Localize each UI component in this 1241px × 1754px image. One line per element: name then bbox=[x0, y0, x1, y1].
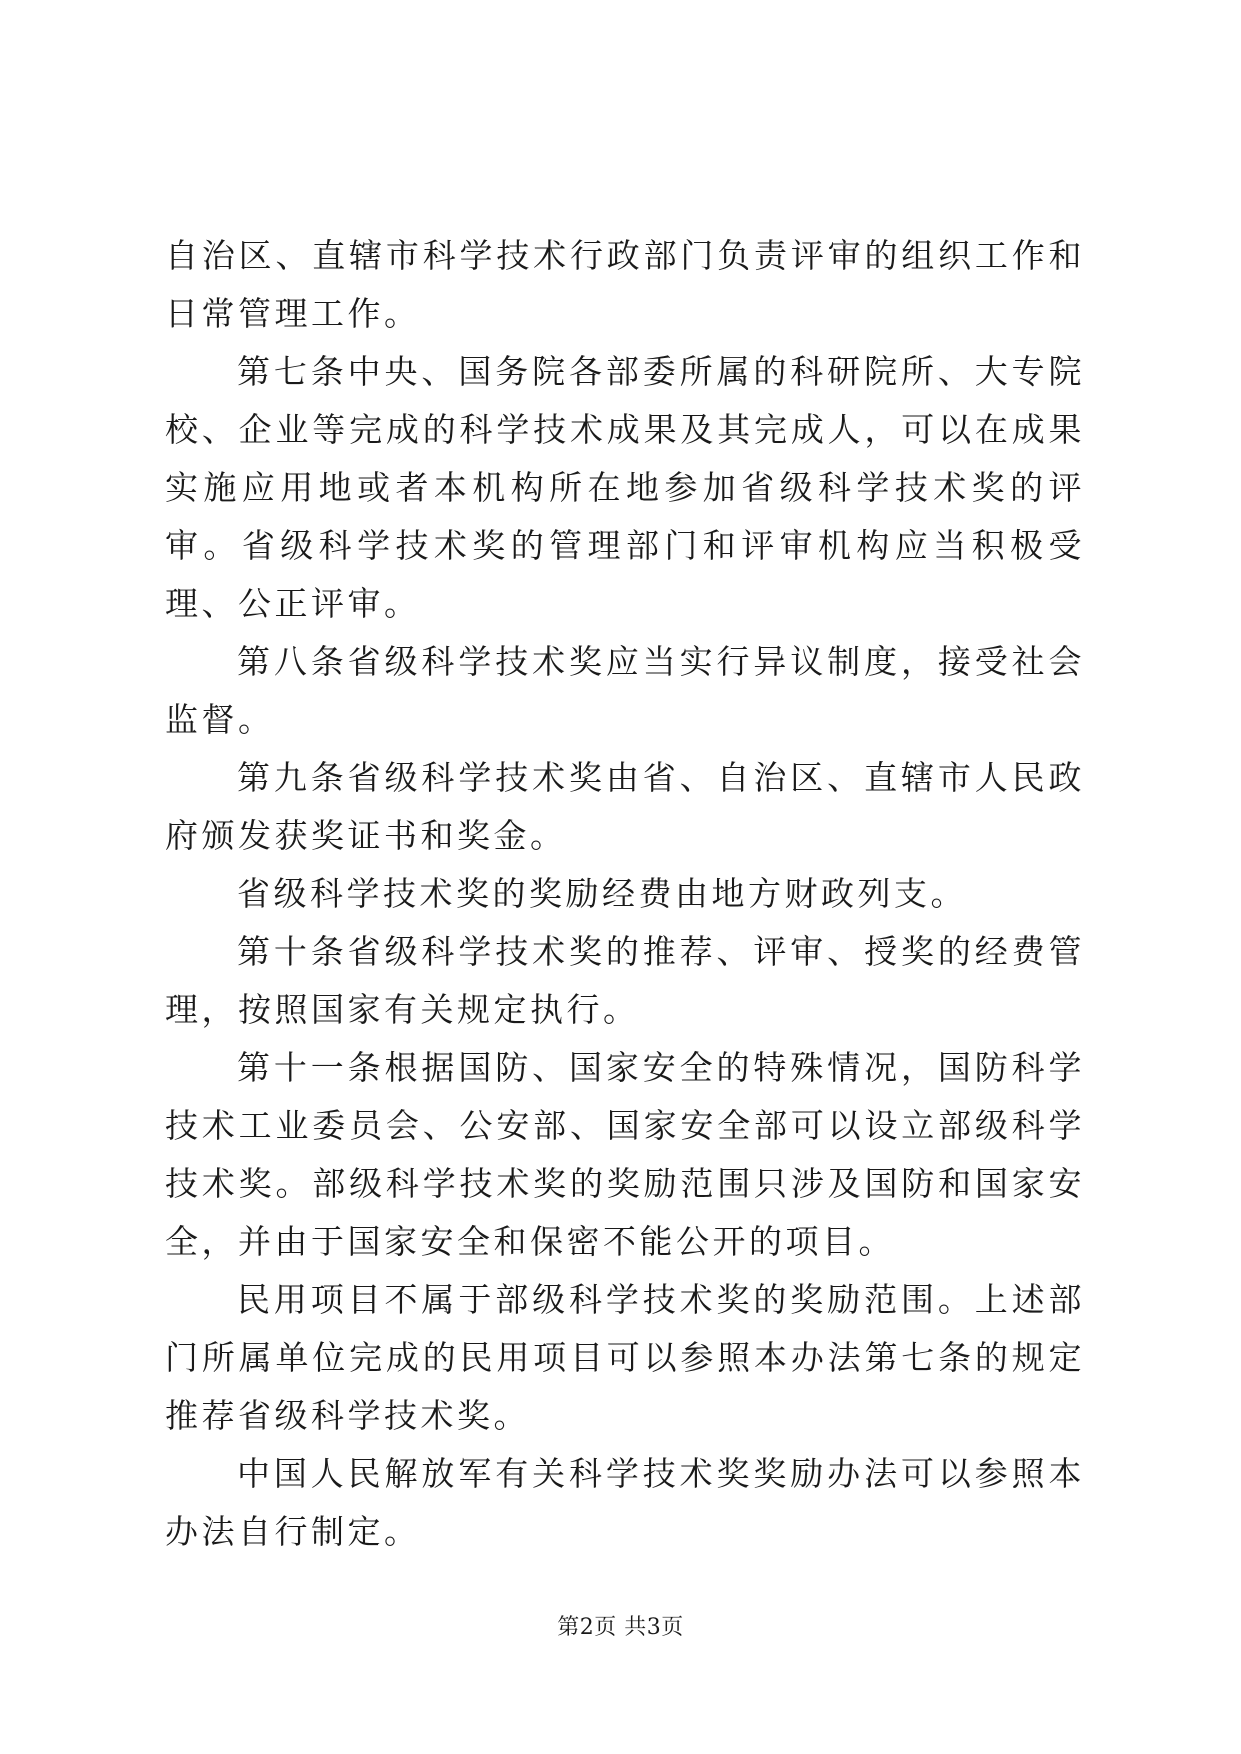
paragraph-funding: 省级科学技术奖的奖励经费由地方财政列支。 bbox=[237, 874, 967, 913]
paragraph-article-7: 第七条中央、国务院各部委所属的科研院所、大专院校、企业等完成的科学技术成果及其完成人，可以在成果实施应用地或者本机构所在地参加省级科学技术奖的评审。省级科学技术奖的管理部门和评审机构应当积极受理、公正评审。 bbox=[165, 352, 1085, 623]
paragraph-civil-projects: 民用项目不属于部级科学技术奖的奖励范围。上述部门所属单位完成的民用项目可以参照本办法第七条的规定推荐省级科学技术奖。 bbox=[165, 1280, 1085, 1435]
page-number-footer: 第2页 共3页 bbox=[557, 1615, 684, 1640]
paragraph-article-9: 第九条省级科学技术奖由省、自治区、直辖市人民政府颁发获奖证书和奖金。 bbox=[165, 758, 1085, 855]
document-body bbox=[165, 227, 1085, 1561]
paragraph-article-8: 第八条省级科学技术奖应当实行异议制度，接受社会监督。 bbox=[165, 642, 1085, 739]
paragraph-1: 自治区、直辖市科学技术行政部门负责评审的组织工作和日常管理工作。 bbox=[165, 236, 1085, 333]
paragraph-article-10: 第十条省级科学技术奖的推荐、评审、授奖的经费管理，按照国家有关规定执行。 bbox=[165, 932, 1085, 1029]
paragraph-article-11: 第十一条根据国防、国家安全的特殊情况，国防科学技术工业委员会、公安部、国家安全部可以设立部级科学技术奖。部级科学技术奖的奖励范围只涉及国防和国家安全，并由于国家安全和保密不能公开的项目。 bbox=[165, 1048, 1085, 1261]
paragraph-pla: 中国人民解放军有关科学技术奖奖励办法可以参照本办法自行制定。 bbox=[165, 1454, 1085, 1551]
